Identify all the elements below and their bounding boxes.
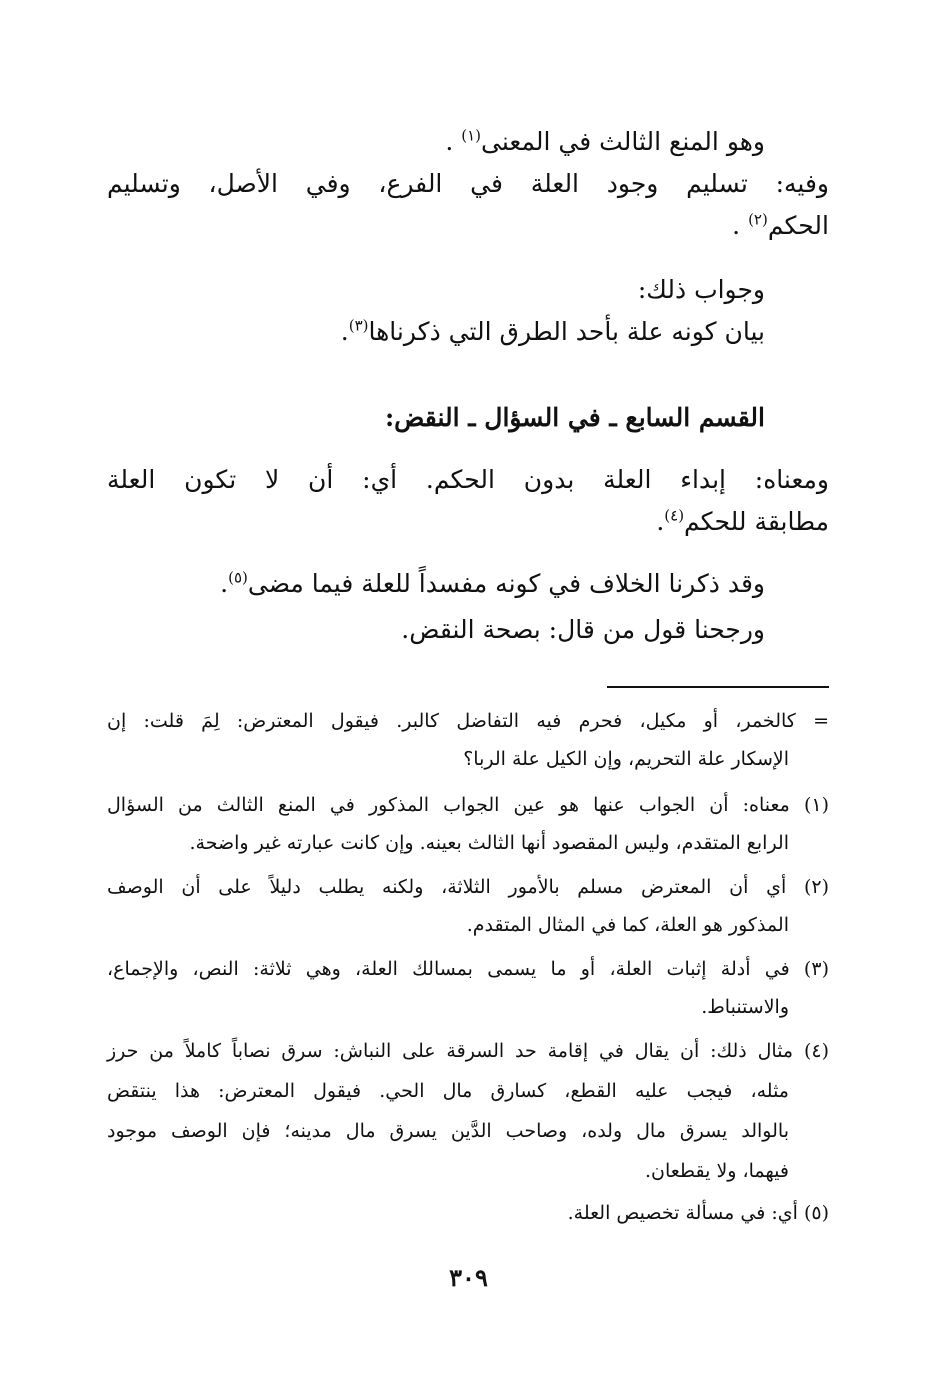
- page-number: ٣٠٩: [449, 1263, 488, 1292]
- main-text: الحكم: [767, 211, 829, 240]
- footnote-2-line-2: المذكور هو العلة، كما في المثال المتقدم.: [466, 914, 789, 936]
- footnote-continuation-line-1: = كالخمر، أو مكيل، فحرم فيه التفاضل كالبر. فيقول المعترض: لِمَ قلت: إن: [107, 710, 829, 732]
- footnote-ref: (٣): [348, 316, 369, 335]
- footnote-4-line-3: بالوالد يسرق مال ولده، وصاحب الدَّين يسرق مال مدينه؛ فإن الوصف موجود: [107, 1120, 789, 1142]
- footnote-continuation-line-2: الإسكار علة التحريم، وإن الكيل علة الربا؟: [463, 748, 789, 770]
- footnote-1-line-1: (١) معناه: أن الجواب عنها هو عين الجواب المذكور في المنع الثالث من السؤال: [107, 794, 829, 816]
- footnote-3-line-2: والاستنباط.: [701, 996, 789, 1018]
- main-line-4: [638, 270, 765, 310]
- main-line-6: [107, 460, 829, 500]
- main-line-7: مطابقة للحكم$^{(٤)}$.: [656, 506, 829, 536]
- section-heading: [385, 398, 765, 438]
- footnote-4-line-4: فيهما، ولا يقطعان.: [644, 1160, 789, 1182]
- main-text: ورجحنا قول من قال: بصحة النقض.: [401, 615, 765, 644]
- main-text: وفيه: تسليم وجود العلة في الفرع، وفي الأصل، وتسليم: [107, 169, 829, 198]
- main-text: وقد ذكرنا الخلاف في كونه مفسداً للعلة فيما مضى: [247, 569, 765, 598]
- footnote-4-line-2: مثله، فيجب عليه القطع، كسارق مال الحي. فيقول المعترض: هذا ينتقض: [107, 1080, 789, 1102]
- footnote-ref: (٤): [664, 506, 685, 525]
- footnote-1-line-2: الرابع المتقدم، وليس المقصود أنها الثالث بعينه. وإن كانت عبارته غير واضحة.: [189, 832, 789, 854]
- footnote-ref: (٢): [748, 210, 768, 229]
- main-text: وهو المنع الثالث في المعنى: [481, 127, 765, 156]
- footnote-4-line-1: (٤) مثال ذلك: أن يقال في إقامة حد السرقة على النباش: سرق نصاباً كاملاً من حرز: [107, 1040, 829, 1062]
- main-line-2: [107, 164, 829, 204]
- footnote-5-line-1: (٥) أي: في مسألة تخصيص العلة.: [567, 1202, 829, 1224]
- footnote-3-line-1: (٣) في أدلة إثبات العلة، أو ما يسمى بمسالك العلة، وهي ثلاثة: النص، والإجماع،: [107, 958, 829, 980]
- footnote-ref: (١): [461, 126, 482, 145]
- main-line-3: الحكم$^{(٢)}$ .: [732, 210, 829, 240]
- main-line-9: [401, 610, 765, 650]
- main-line-8: وقد ذكرنا الخلاف في كونه مفسداً للعلة فيما مضى$^{(٥)}$.: [220, 568, 765, 598]
- footnote-2-line-1: (٢) أي أن المعترض مسلم بالأمور الثلاثة، ولكنه يطلب دليلاً على أن الوصف: [107, 876, 829, 898]
- main-line-5: بيان كونه علة بأحد الطرق التي ذكرناها$^{(٣)}$.: [340, 316, 765, 346]
- main-text: وجواب ذلك:: [637, 275, 765, 304]
- footnote-separator: [607, 686, 829, 688]
- footnote-ref: (٥): [228, 568, 248, 587]
- main-text: ومعناه: إبداء العلة بدون الحكم. أي: أن لا تكون العلة: [107, 465, 829, 494]
- heading-text: القسم السابع ـ في السؤال ـ النقض:: [384, 403, 765, 432]
- main-text: مطابقة للحكم: [684, 507, 829, 536]
- main-line-1: وهو المنع الثالث في المعنى$^{(١)}$ .: [445, 126, 765, 156]
- main-text: بيان كونه علة بأحد الطرق التي ذكرناها: [368, 317, 765, 346]
